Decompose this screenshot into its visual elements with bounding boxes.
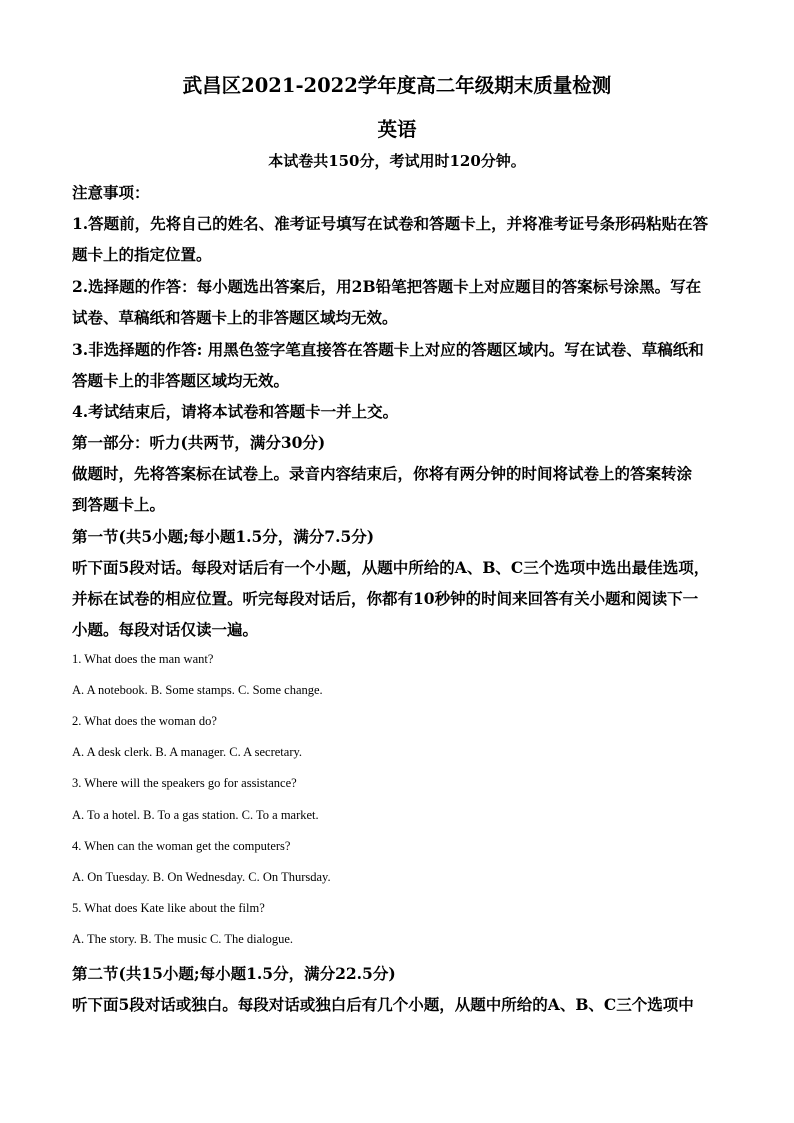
question-3: 3. Where will the speakers go for assistance? — [72, 776, 297, 790]
part1-instruction-line-1: 做题时，先将答案标在试卷上。录音内容结束后，你将有两分钟的时间将试卷上的答案转涂 — [72, 464, 693, 483]
section1-instruction-line-1: 听下面5段对话。每段对话后有一个小题，从题中所给的A、B、C三个选项中选出最佳选项， — [72, 558, 710, 577]
note-2-line-1: 2.选择题的作答：每小题选出答案后，用2B铅笔把答题卡上对应题目的答案标号涂黑。写在 — [72, 277, 702, 296]
question-1-options: A. A notebook. B. Some stamps. C. Some change. — [72, 683, 323, 697]
subject-title: 英语 — [377, 118, 417, 141]
exam-info: 本试卷共150分，考试用时120分钟。 — [268, 152, 526, 170]
section1-heading: 第一节(共5小题;每小题1.5分，满分7.5分) — [72, 527, 375, 546]
question-3-options: A. To a hotel. B. To a gas station. C. To a market. — [72, 808, 319, 822]
question-1: 1. What does the man want? — [72, 652, 214, 666]
part1-instruction-line-2: 到答题卡上。 — [72, 495, 166, 514]
note-1-line-2: 题卡上的指定位置。 — [72, 245, 212, 264]
question-4-options: A. On Tuesday. B. On Wednesday. C. On Thursday. — [72, 870, 331, 884]
note-1-line-1: 1.答题前，先将自己的姓名、准考证号填写在试卷和答题卡上，并将准考证号条形码粘贴在答 — [72, 214, 709, 233]
note-4-line-1: 4.考试结束后，请将本试卷和答题卡一并上交。 — [72, 402, 399, 421]
question-5: 5. What does Kate like about the film? — [72, 901, 265, 915]
section1-instruction-line-3: 小题。每段对话仅读一遍。 — [72, 620, 259, 639]
exam-title: 武昌区2021-2022学年度高二年级期末质量检测 — [182, 74, 612, 97]
section1-instruction-line-2: 并标在试卷的相应位置。听完每段对话后，你都有10秒钟的时间来回答有关小题和阅读下一 — [72, 589, 699, 608]
note-3-line-1: 3.非选择题的作答: 用黑色签字笔直接答在答题卡上对应的答题区域内。写在试卷、草稿纸和 — [72, 340, 704, 359]
note-3-line-2: 答题卡上的非答题区域均无效。 — [72, 371, 290, 390]
note-2-line-2: 试卷、草稿纸和答题卡上的非答题区域均无效。 — [72, 308, 398, 327]
section2-heading: 第二节(共15小题;每小题1.5分，满分22.5分) — [72, 964, 396, 983]
notes-heading: 注意事项： — [72, 183, 150, 202]
section2-instruction-line-1: 听下面5段对话或独白。每段对话或独白后有几个小题，从题中所给的A、B、C三个选项中 — [72, 995, 694, 1014]
question-2: 2. What does the woman do? — [72, 714, 217, 728]
question-4: 4. When can the woman get the computers? — [72, 839, 291, 853]
question-5-options: A. The story. B. The music C. The dialogue. — [72, 932, 294, 946]
question-2-options: A. A desk clerk. B. A manager. C. A secretary. — [72, 745, 303, 759]
part1-heading: 第一部分：听力(共两节，满分30分) — [72, 433, 326, 452]
